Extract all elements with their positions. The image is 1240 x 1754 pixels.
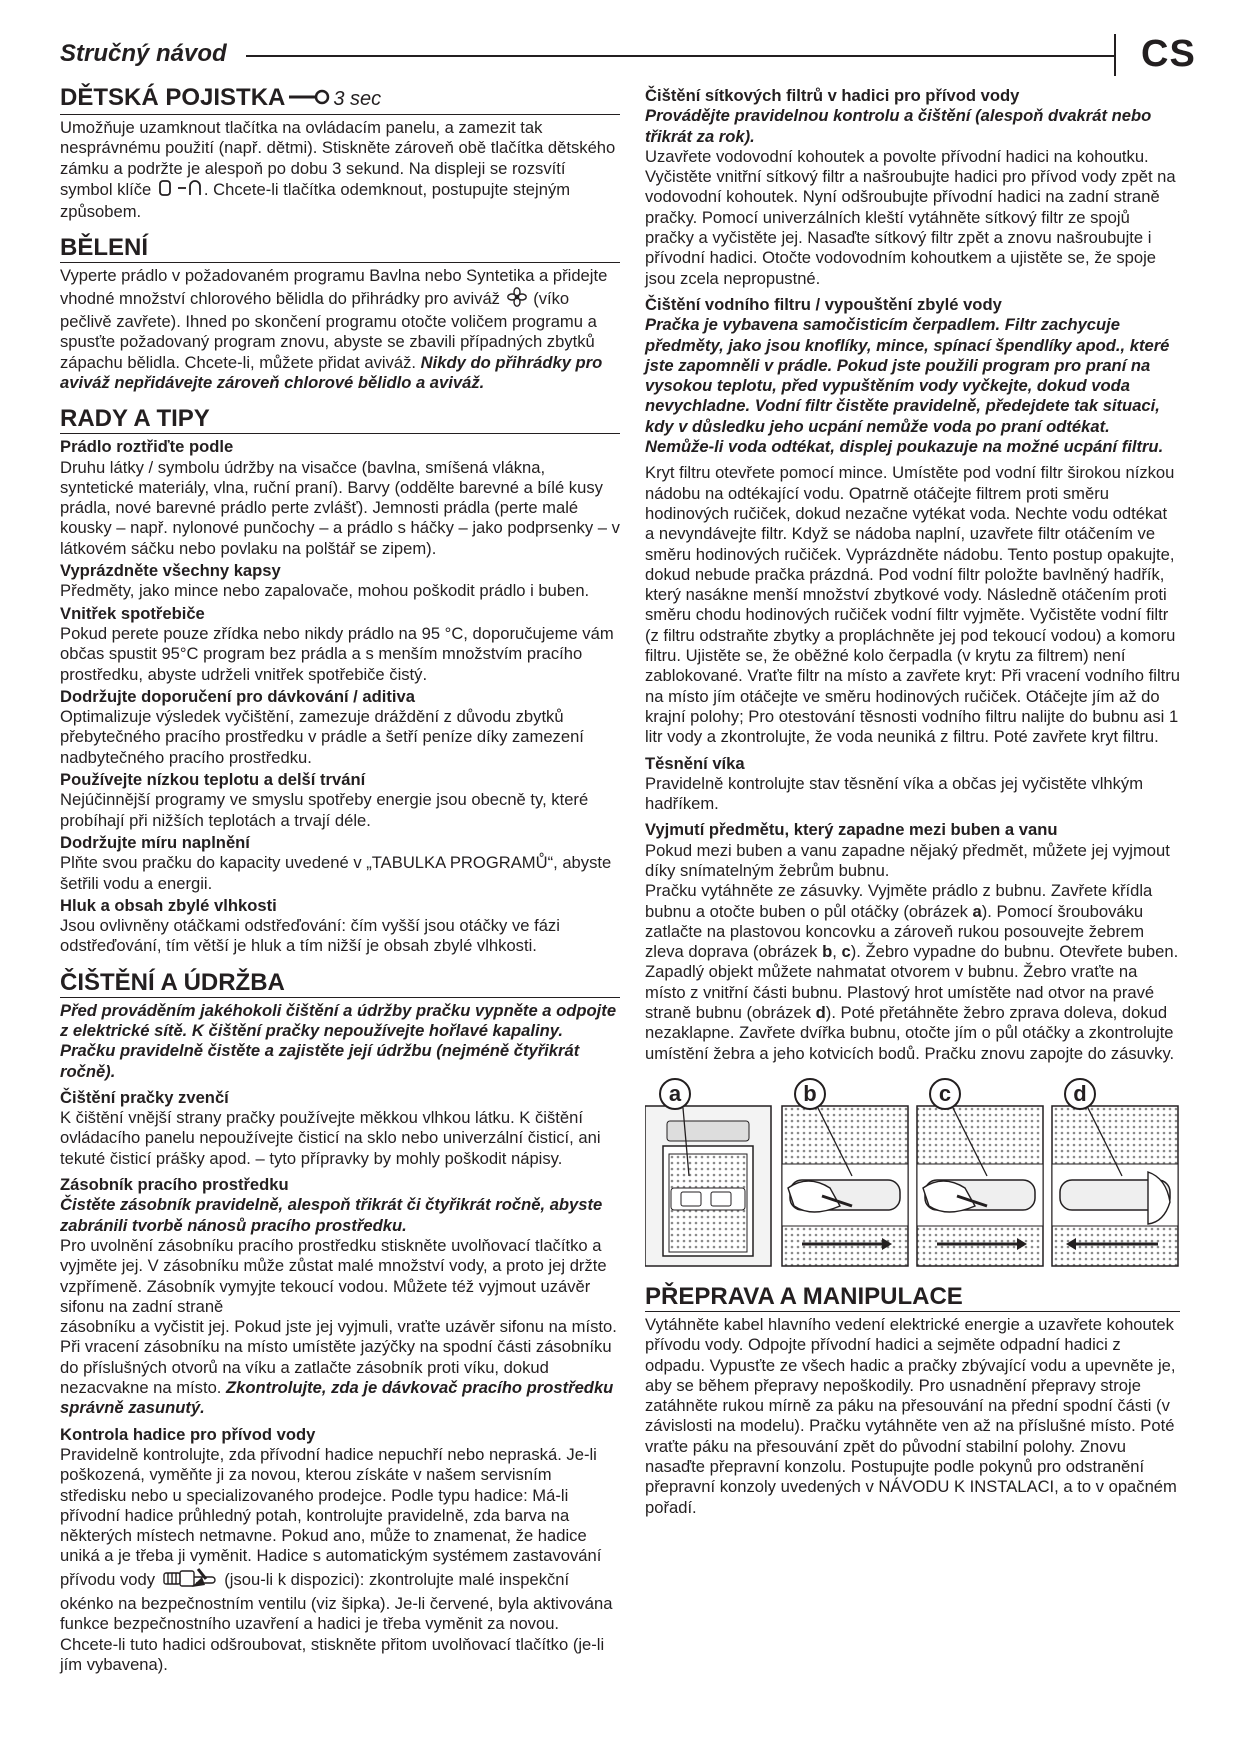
text-run: Vytáhněte kabel hlavního vedení elektrické energie a uzavřete kohoutek přívodu vody. Odpojte přívodní hadici a sejměte odpadní hadici z odpadu. Vypusťte ze všech hadic a pračky zbývající vodu a upevněte je, aby se během přepravy nepoškodily. Pro usnadnění přepravy stroje zatáhněte rukou mírně za páku na přesouvání na přední spodní části (v závislosti na modelu). Pračku vytáhněte ven až na příslušné místo. Poté vraťte páku na přesouvání zpět do původní stabilní polohy. Znovu nasaďte přepravní konzolu. Postupujte podle pokynů pro odstranění přepravní konzoly uvedených v NÁVODU K INSTALACI, a to v opačném pořadí.	[645, 1314, 1177, 1517]
subsection-heading: Čištění pračky zvenčí	[60, 1087, 229, 1107]
illustration-panel-b	[782, 1106, 908, 1266]
section-title	[645, 1283, 1180, 1312]
text-run: b	[822, 942, 833, 962]
text-run: ). Poté přetáhněte žebro zprava doleva, dokud nezaklapne. Zavřete dvířka bubnu, otočte jím o půl otáčky a zkontrolujte umístění žebra a jeho kotvicích bodů. Pračku znovu zapojte do zásuvky.	[645, 1003, 1175, 1063]
body-paragraph	[645, 841, 1180, 1064]
section-title-text: RADY A TIPY	[60, 405, 210, 433]
body-paragraph	[60, 266, 620, 393]
illustration-panel-a	[645, 1106, 771, 1266]
body-paragraph	[60, 853, 620, 894]
section-title	[60, 84, 620, 115]
section-title-text: BĚLENÍ	[60, 234, 149, 262]
body-paragraph	[645, 774, 1180, 815]
body-paragraph	[645, 106, 1180, 289]
right-column	[645, 84, 1180, 1518]
text-run: Plňte svou pračku do kapacity uvedené v „TABULKA PROGRAMŮ“, abyste šetřili vodu a energii.	[60, 853, 612, 893]
body-paragraph	[60, 1001, 620, 1082]
illustration-panel-d	[1052, 1106, 1178, 1266]
text-run: Pračku vytáhněte ze zásuvky. Vyjměte prádlo z bubnu. Zavřete křídla bubnu a otočte buben o půl otáčky (obrázek	[645, 881, 1153, 921]
text-run: . Chcete-li tlačítka odemknout, postupujte stejným způsobem.	[60, 179, 571, 222]
subsection-heading: Hluk a obsah zbylé vlhkosti	[60, 895, 277, 915]
section-title	[60, 969, 620, 998]
subsection-heading: Vyjmutí předmětu, který zapadne mezi buben a vanu	[645, 820, 1058, 840]
section-title	[60, 234, 620, 263]
text-run: Zkontrolujte, zda je dávkovač pracího prostředku správně zasunutý.	[60, 1378, 614, 1418]
text-run: (víko pečlivě zavřete). Ihned po skončení programu otočte voličem programu a spusťte požadovaný program znovu, abyste se zbavili případných zbytků zápachu bělidla. Chcete-li, můžete přidat aviváž.	[60, 288, 597, 372]
body-paragraph	[60, 790, 620, 831]
subsection-heading: Vyprázdněte všechny kapsy	[60, 561, 281, 581]
subsection-heading: Čištění sítkových filtrů v hadici pro přívod vody	[645, 86, 1020, 105]
illustration-label-c: c	[938, 1080, 952, 1106]
body-paragraph	[60, 118, 620, 222]
body-paragraph	[60, 1195, 620, 1418]
text-run: Vyperte prádlo v požadovaném programu Bavlna nebo Syntetika a přidejte vhodné množství chlorového bělidla do přihrádky pro aviváž	[60, 266, 608, 308]
section-title-text: DĚTSKÁ POJISTKA	[60, 84, 286, 111]
text-run: Pokud perete pouze zřídka nebo nikdy prádlo na 95 °C, doporučujeme vám občas spustit 95°C program bez prádla a s menším množstvím pracího prostředku, abyste udrželi vnitřek spotřebiče čistý.	[60, 623, 614, 684]
section-title	[60, 405, 620, 434]
text-run: Čistěte zásobník pravidelně, alespoň třikrát či čtyřikrát ročně, abyste zabránili tvorbě nánosů pracího prostředku.	[60, 1195, 603, 1235]
left-column	[60, 84, 620, 1675]
text-run: Předměty, jako mince nebo zapalovače, mohou poškodit prádlo i buben.	[60, 581, 590, 601]
text-run: (jsou-li k dispozici): zkontrolujte malé inspekční okénko na bezpečnostním ventilu (viz šipka). Je-li červené, byla aktivována funkce bezpečnostního uzavření a hadici je třeba vyměnit za novou. Chcete-li tuto hadici odšroubovat, stiskněte přitom uvolňovací tlačítko (je-li jím vybavena).	[60, 1569, 613, 1674]
key-icon	[287, 85, 331, 112]
header-rule	[246, 55, 1116, 57]
body-paragraph	[645, 1315, 1180, 1518]
subsection-heading: Prádlo roztřiďte podle	[60, 437, 234, 457]
text-run: Pro uvolnění zásobníku pracího prostředku stiskněte uvolňovací tlačítko a vyjměte jej. V zásobníku může zůstat malé množství vody, a proto jej držte vzpřímeně. Zásobník vymyjte tekoucí vodou. Můžete též vyjmout uzávěr sifonu na zadní straně	[60, 1235, 607, 1316]
text-run: Uzavřete vodovodní kohoutek a povolte přívodní hadici na kohoutku. Vyčistěte vnitřní sítkový filtr a našroubujte hadici pro přívod vody zpět na vodovodní kohoutek. Nyní odšroubujte přívodní hadici na zadní straně pračky. Pomocí univerzálních kleští vytáhněte sítkový filtr ze spojů pračky a vyčistěte jej. Nasaďte sítkový filtr zpět a znovu našroubujte i přívodní hadici. Otočte vodovodním kohoutkem a ujistěte se, že spoje jsou zcela nepropustné.	[645, 146, 1176, 288]
text-run: zásobníku a vyčistit jej. Pokud jste jej vyjmuli, vraťte uzávěr sifonu na místo. Při vracení zásobníku na místo umístěte jazýčky na spodní části zásobníku do příslušných otvorů na víku a zatlačte zásobník proti víku, dokud nezacvakne na místo.	[60, 1317, 617, 1398]
subsection-heading: Dodržujte doporučení pro dávkování / aditiva	[60, 686, 415, 706]
text-run: ). Žebro vypadne do bubnu. Otevřete buben. Zapadlý objekt můžete nahmatat otvorem v bubnu. Žebro vraťte na místo z vnitřní části bubnu. Plastový hrot umístěte nad otvor na pravé straně bubnu (obrázek	[645, 942, 1179, 1023]
body-paragraph	[60, 1445, 620, 1675]
illustration-label-a: a	[668, 1080, 682, 1106]
text-run: Nikdy do přihrádky pro aviváž nepřidávejte zároveň chlorové bělidlo a aviváž.	[60, 352, 603, 392]
section-title-text: PŘEPRAVA A MANIPULACE	[645, 1282, 963, 1310]
text-run: ). Pomocí šroubováku zatlačte na plastovou koncovku a zároveň rukou posouvejte žebrem zleva doprava (obrázek	[645, 901, 1145, 962]
text-run: Umožňuje uzamknout tlačítka na ovládacím panelu, a zamezit tak nesprávnému použití (např. dětmi). Stiskněte zároveň obě tlačítka dětského zámku a podržte je alespoň po dobu 3 sekund. Na displeji se rozsvítí symbol klíče	[60, 118, 616, 199]
section-title-text: ČIŠTĚNÍ A ÚDRŽBA	[60, 968, 285, 996]
header-divider	[1114, 34, 1116, 76]
subsection-heading: Zásobník pracího prostředku	[60, 1175, 289, 1195]
text-run: Druhu látky / symbolu údržby na visačce (bavlna, smíšená vlákna, syntetické materiály, vlna, ruční praní). Barvy (oddělte barevné a bílé kusy prádla, nové barevné prádlo perte zvlášť). Jemnosti prádla (perte malé kousky – např. nylonové punčochy – a prádlo s háčky – jako podprsenky – v látkovém sáčku nebo povlaku na polštář se zipem).	[60, 457, 620, 558]
body-paragraph	[60, 458, 620, 559]
illustration-label-b: b	[803, 1080, 817, 1106]
text-run: Jsou ovlivněny otáčkami odstřeďování: čím vyšší jsou otáčky ve fázi odstřeďování, tím větší je hluk a tím nižší je obsah zbylé vlhkosti.	[60, 916, 560, 956]
text-run: Kryt filtru otevřete pomocí mince. Umístěte pod vodní filtr širokou nízkou nádobu na odtékající vodu. Opatrně otáčejte filtrem proti směru hodinových ručiček, dokud nezačne vytékat voda. Nechte vodu odtékat a nevyndávejte filtr. Když se nádoba naplní, uzavřete filtr otáčením ve směru hodinových ručiček. Vyprázdněte nádobu. Tento postup opakujte, dokud nebude pračka prázdná. Pod vodní filtr položte bavlněný hadřík, který nasákne menší množství zbytkové vody. Následně otáčením proti směru chodu hodinových ručiček vodní filtr vyjměte. Vyčistěte vodní filtr (z filtru odstraňte zbytky a propláchněte jej pod tekoucí vodou) a komoru filtru. Ujistěte se, že oběžné kolo čerpadla (v krytu za filtrem) není zablokované. Vraťte filtr na místo a zavřete kryt: Při vracení vodního filtru na místo jím otáčejte ve směru hodinových ručiček. Otáčejte jím až do krajní polohy; Pro otestování těsnosti vodního filtru nalijte do bubnu asi 1 litr vody a zkontrolujte, že voda neuniká z filtru. Poté zavřete kryt filtru.	[645, 463, 1180, 747]
text-run: Pravidelně kontrolujte, zda přívodní hadice nepuchří nebo nepraská. Je-li poškozená, vyměňte ji za novou, kterou získáte v našem servisním středisku nebo u specializovaného prodejce. Podle typu hadice: Má-li přívodní hadice průhledný potah, kontrolujte pravidelně, zda barva na některých místech netmavne. Pokud ano, může to znamenat, že hadice uniká a je třeba ji vyměnit. Hadice s automatickým systémem zastavování přívodu vody	[60, 1444, 602, 1589]
header-title: Stručný návod	[60, 40, 227, 67]
key-symbol-icon	[158, 179, 202, 202]
hose-valve-icon	[162, 1567, 218, 1594]
illustration-label-d: d	[1073, 1080, 1087, 1106]
body-paragraph	[60, 707, 620, 768]
text-run: a	[972, 901, 982, 921]
text-run: Pračka je vybavena samočisticím čerpadlem. Filtr zachycuje předměty, jako jsou knoflíky, mince, spínací špendlíky apod., které jste zapomněli v prádle. Pokud jste použili program pro praní na vysokou teplotu, před vypuštěním vody vyčkejte, dokud voda nevychladne. Vodní filtr čistěte pravidelně, předejdete tak situaci, kdy v důsledku jeho ucpání nemůže voda po praní odtékat. Nemůže-li voda odtékat, displej poukazuje na možné ucpání filtru.	[645, 315, 1170, 457]
illustration-panel-c	[917, 1106, 1043, 1266]
body-paragraph	[645, 315, 1180, 457]
text-run: Pokud mezi buben a vanu zapadne nějaký předmět, můžete jej vyjmout díky snímatelným žebrům bubnu.	[645, 840, 1170, 880]
text-run: c	[841, 942, 851, 962]
flower-icon	[507, 287, 527, 312]
subsection-heading: Kontrola hadice pro přívod vody	[60, 1424, 316, 1444]
subsection-heading: Používejte nízkou teplotu a delší trvání	[60, 770, 366, 790]
text-run: Před prováděním jakéhokoli čištění a údržby pračku vypněte a odpojte z elektrické sítě. K čištění pračky nepoužívejte hořlavé kapaliny. Pračku pravidelně čistěte a zajistěte její údržbu (nejméně čtyřikrát ročně).	[60, 1000, 617, 1081]
language-code: CS	[1141, 33, 1196, 75]
text-run: ,	[832, 942, 842, 962]
text-run: Pravidelně kontrolujte stav těsnění víka a občas jej vyčistěte vlhkým hadříkem.	[645, 773, 1144, 814]
body-paragraph	[60, 1108, 620, 1169]
subsection-heading: Těsnění víka	[645, 753, 745, 773]
text-run: Provádějte pravidelnou kontrolu a čištění (alespoň dvakrát nebo třikrát za rok).	[645, 106, 1152, 146]
body-paragraph	[60, 624, 620, 685]
body-paragraph	[60, 916, 620, 957]
text-run: K čištění vnější strany pračky používejte měkkou vlhkou látku. K čištění ovládacího panelu nepoužívejte čisticí na sklo nebo univerzální čisticí, ani tekuté čisticí prášky apod. – tyto přípravky by mohly poškodit nápisy.	[60, 1108, 601, 1168]
drum-rib-illustration	[645, 1076, 1180, 1271]
text-run: d	[815, 1003, 826, 1023]
subsection-heading: Vnitřek spotřebiče	[60, 603, 205, 623]
body-paragraph	[645, 463, 1180, 747]
body-paragraph	[60, 581, 620, 601]
text-run: Nejúčinnější programy ve smyslu spotřeby energie jsou obecně ty, které probíhají při nižších teplotách a trvají déle.	[60, 790, 589, 830]
subsection-heading: Čištění vodního filtru / vypouštění zbylé vody	[645, 294, 1002, 314]
section-title-suffix: 3 sec	[333, 88, 382, 110]
text-run: Optimalizuje výsledek vyčištění, zamezuje dráždění z důvodu zbytků přebytečného pracího prostředku v prádle a šetří peníze díky zamezení nadbytečného pracího prostředku.	[60, 707, 584, 767]
subsection-heading: Dodržujte míru naplnění	[60, 832, 250, 852]
